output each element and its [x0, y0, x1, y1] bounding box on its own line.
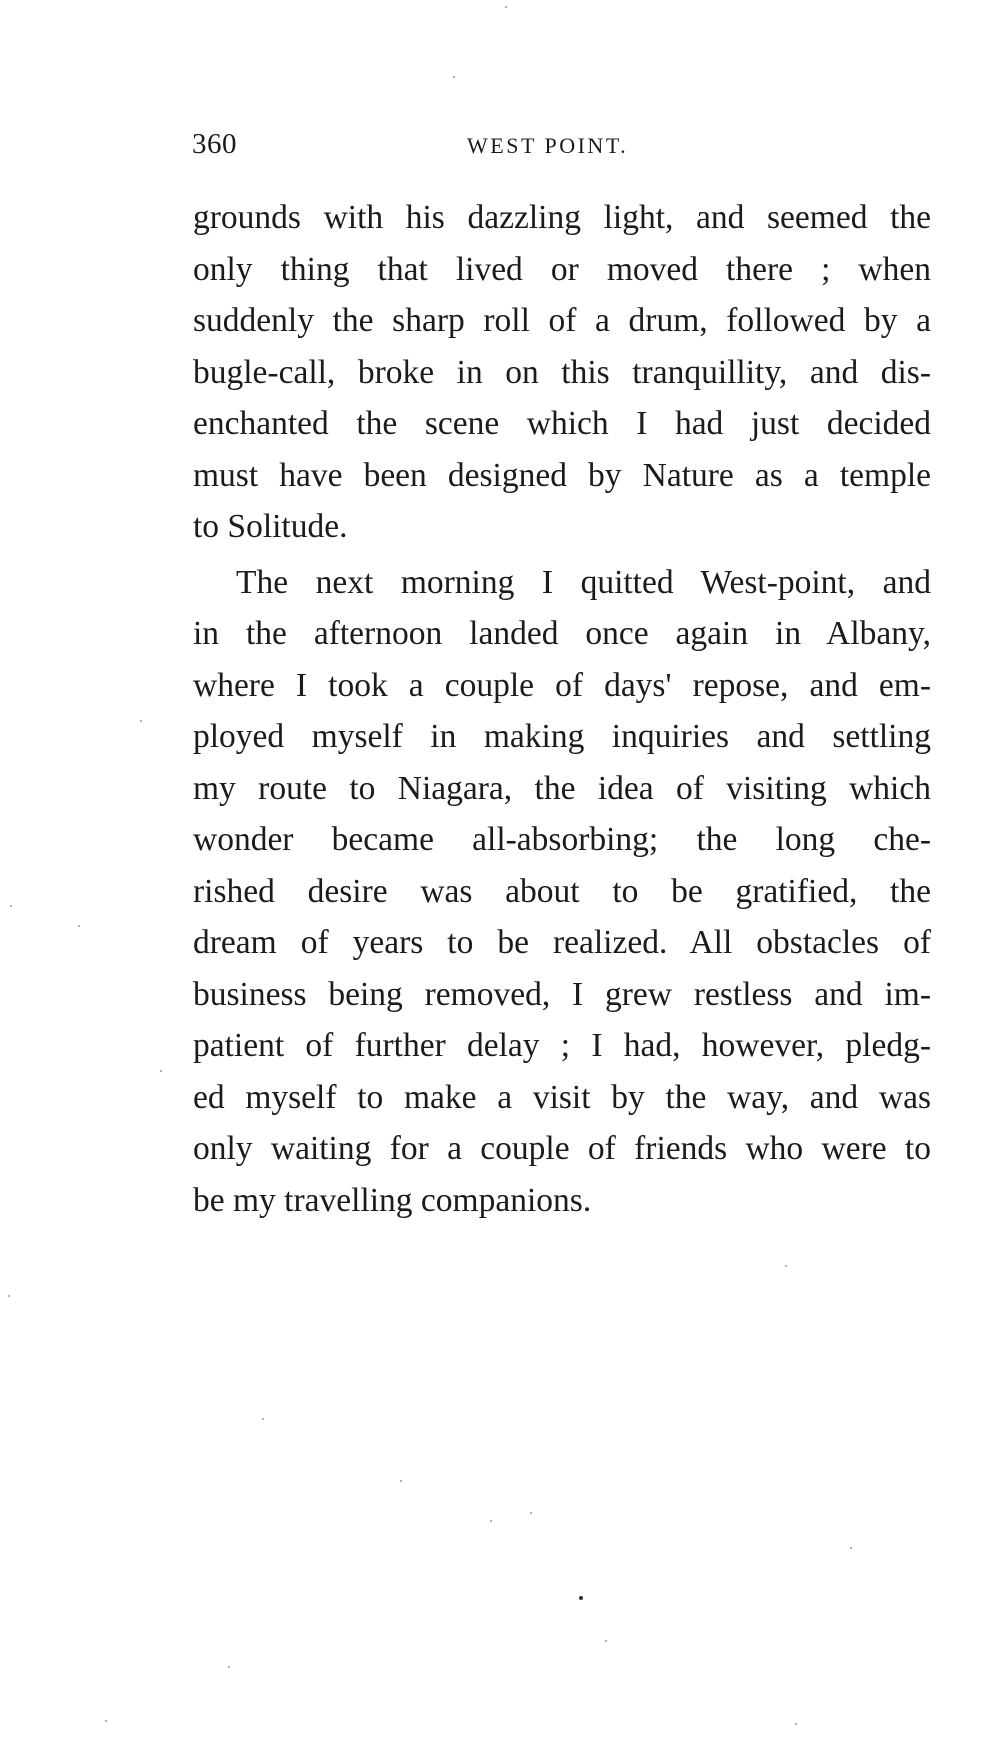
paragraph	[193, 557, 931, 1227]
body-text	[193, 192, 931, 1226]
text-line: rished desire was about to be gratified, the	[193, 872, 931, 910]
text-line: bugle-call, broke in on this tranquillity, and dis-	[193, 353, 931, 391]
text-line: grounds with his dazzling light, and seemed the	[193, 199, 931, 236]
running-title: WEST POINT.	[467, 133, 629, 158]
text-line: wonder became all-absorbing; the long che-	[193, 821, 931, 858]
text-line: must have been designed by Nature as a temple	[193, 456, 931, 494]
paper-speck	[785, 1265, 787, 1267]
text-line: be my travelling companions.	[193, 1181, 592, 1219]
text-line: dream of years to be realized. All obstacles of	[193, 924, 931, 961]
text-line: business being removed, I grew restless and im-	[193, 975, 931, 1013]
text-line: suddenly the sharp roll of a drum, followed by a	[193, 302, 931, 339]
text-line: where I took a couple of days' repose, and em-	[193, 666, 931, 704]
paper-speck	[505, 6, 507, 8]
text-line: only waiting for a couple of friends who were to	[193, 1130, 931, 1167]
paper-speck	[579, 1596, 583, 1600]
text-line: patient of further delay ; I had, however, pledg-	[193, 1027, 931, 1064]
paper-speck	[140, 720, 142, 722]
paper-speck	[795, 1723, 797, 1725]
text-line: only thing that lived or moved there ; when	[193, 250, 931, 288]
text-line: in the afternoon landed once again in Albany,	[193, 615, 931, 652]
paper-speck	[78, 925, 80, 927]
text-line: The next morning I quitted West-point, and	[236, 563, 931, 601]
paper-speck	[8, 1295, 10, 1297]
paper-speck	[530, 1512, 532, 1514]
paper-speck	[262, 1418, 264, 1420]
running-head	[192, 128, 932, 164]
text-line: ed myself to make a visit by the way, and was	[193, 1078, 931, 1116]
paper-speck	[453, 76, 455, 78]
paper-speck	[228, 1666, 230, 1668]
paper-speck	[850, 1547, 852, 1549]
text-line: my route to Niagara, the idea of visiting which	[193, 769, 931, 807]
page-number: 360	[192, 128, 237, 160]
paper-speck	[160, 1070, 162, 1072]
paper-speck	[400, 1480, 402, 1482]
text-line: ployed myself in making inquiries and settling	[193, 718, 931, 755]
paper-speck	[490, 1520, 492, 1522]
paper-speck	[605, 1640, 607, 1642]
text-line: enchanted the scene which I had just decided	[193, 405, 931, 442]
paper-speck	[10, 905, 12, 907]
text-line: to Solitude.	[193, 508, 348, 545]
paragraph	[193, 192, 931, 553]
paper-speck	[105, 1720, 107, 1722]
